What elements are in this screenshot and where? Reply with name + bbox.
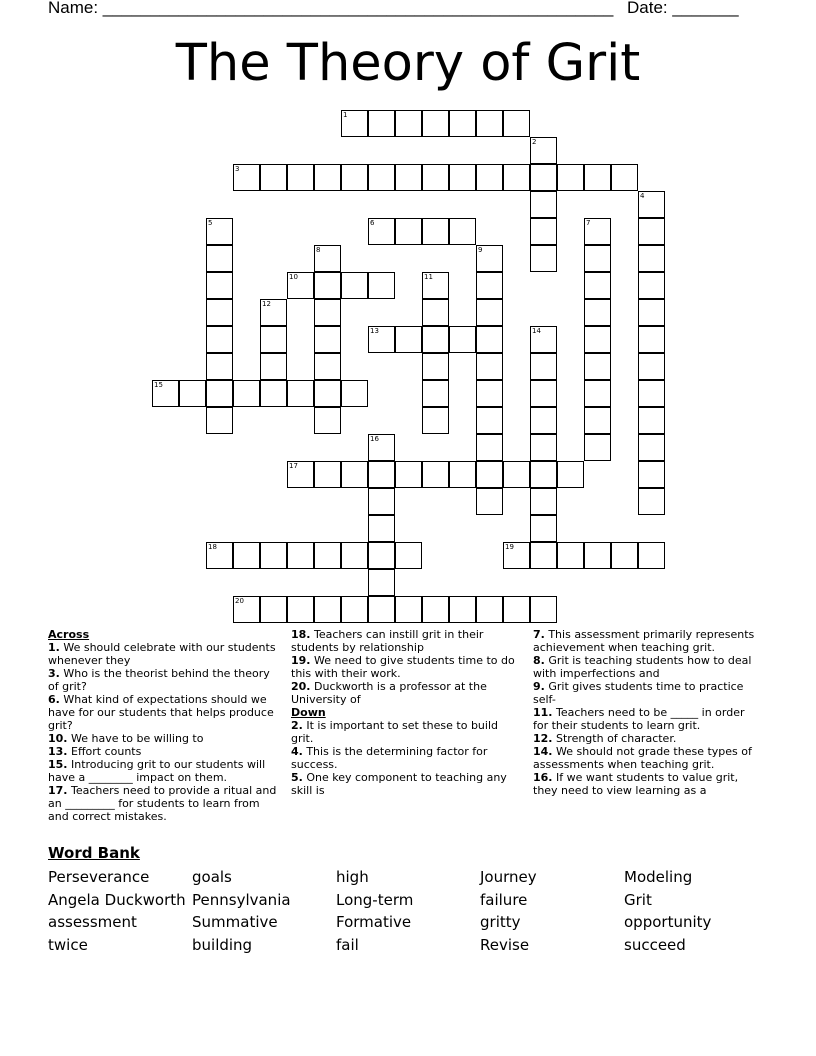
crossword-cell[interactable] <box>476 596 503 623</box>
clues-column-1 <box>48 628 280 823</box>
crossword-cell[interactable] <box>206 353 233 380</box>
crossword-cell[interactable] <box>341 164 368 191</box>
clue-text: Teachers can instill grit in their students by relationship <box>291 628 484 654</box>
crossword-cell[interactable] <box>395 326 422 353</box>
clue-number: 8 <box>316 246 321 254</box>
crossword-cell[interactable] <box>557 164 584 191</box>
clue-number: 11 <box>424 273 433 281</box>
clue-number: 4 <box>640 192 645 200</box>
crossword-cell[interactable] <box>530 380 557 407</box>
crossword-cell[interactable] <box>638 299 665 326</box>
clue-text: We need to give students time to do this with their work. <box>291 654 515 680</box>
crossword-cell[interactable] <box>341 461 368 488</box>
clues-column-2 <box>291 628 516 797</box>
crossword-cell[interactable] <box>395 110 422 137</box>
crossword-cell[interactable] <box>638 245 665 272</box>
word-bank-heading: Word Bank <box>48 844 140 862</box>
crossword-cell[interactable] <box>395 461 422 488</box>
clue-item <box>533 745 763 771</box>
word-bank-word: Revise <box>480 936 530 955</box>
crossword-cell[interactable] <box>179 380 206 407</box>
crossword-cell[interactable] <box>584 434 611 461</box>
crossword-cell[interactable] <box>422 461 449 488</box>
clue-text: If we want students to value grit, they need to view learning as a <box>533 771 739 797</box>
clue-text: This is the determining factor for success. <box>291 745 488 771</box>
crossword-cell[interactable] <box>368 164 395 191</box>
clue-item <box>291 628 516 654</box>
clue-text: Teachers need to provide a ritual and an _________ for students to learn from and correct mistakes. <box>48 784 277 823</box>
clue-item <box>533 706 763 732</box>
crossword-cell[interactable] <box>476 434 503 461</box>
crossword-cell[interactable] <box>638 407 665 434</box>
clue-item <box>533 680 763 706</box>
crossword-cell[interactable] <box>638 434 665 461</box>
crossword-cell[interactable] <box>638 542 665 569</box>
crossword-cell[interactable] <box>260 164 287 191</box>
word-bank-word: succeed <box>624 936 686 955</box>
clue-number-label: 8. <box>533 654 545 667</box>
clue-item <box>291 654 516 680</box>
clue-number-label: 3. <box>48 667 60 680</box>
clue-number-label: 5. <box>291 771 303 784</box>
crossword-cell[interactable] <box>476 110 503 137</box>
crossword-cell[interactable] <box>584 353 611 380</box>
clue-text: One key component to teaching any skill is <box>291 771 507 797</box>
crossword-cell[interactable] <box>530 245 557 272</box>
crossword-cell[interactable] <box>368 596 395 623</box>
clue-number: 16 <box>370 435 379 443</box>
crossword-cell[interactable] <box>476 272 503 299</box>
crossword-cell[interactable] <box>557 542 584 569</box>
clue-text: Effort counts <box>67 745 142 758</box>
word-bank-word: Modeling <box>624 868 693 886</box>
clue-text: It is important to set these to build grit. <box>291 719 499 745</box>
crossword-cell[interactable] <box>206 326 233 353</box>
clue-number-label: 12. <box>533 732 553 745</box>
clue-number-label: 11. <box>533 706 553 719</box>
crossword-cell[interactable] <box>422 407 449 434</box>
crossword-cell[interactable] <box>206 245 233 272</box>
crossword-cell[interactable] <box>638 380 665 407</box>
crossword-cell[interactable] <box>530 434 557 461</box>
clue-number-label: 16. <box>533 771 553 784</box>
crossword-cell[interactable] <box>314 272 341 299</box>
crossword-cell[interactable] <box>395 164 422 191</box>
clue-item <box>291 680 516 706</box>
crossword-cell[interactable] <box>314 596 341 623</box>
clue-number: 17 <box>289 462 298 470</box>
clue-item <box>533 654 763 680</box>
clue-text: Who is the theorist behind the theory of grit? <box>48 667 270 693</box>
clue-number: 18 <box>208 543 217 551</box>
crossword-cell[interactable] <box>638 353 665 380</box>
crossword-cell[interactable] <box>260 380 287 407</box>
crossword-cell[interactable] <box>368 515 395 542</box>
clue-number: 5 <box>208 219 213 227</box>
word-bank-word: Formative <box>336 913 412 932</box>
crossword-cell[interactable] <box>260 542 287 569</box>
crossword-cell[interactable] <box>422 110 449 137</box>
crossword-cell[interactable] <box>530 191 557 218</box>
crossword-cell[interactable] <box>638 488 665 515</box>
crossword-cell[interactable] <box>314 326 341 353</box>
crossword-cell[interactable] <box>368 569 395 596</box>
crossword-cell[interactable] <box>449 110 476 137</box>
clue-number-label: 13. <box>48 745 68 758</box>
word-bank-word: Pennsylvania <box>192 890 291 909</box>
clue-number: 10 <box>289 273 298 281</box>
crossword-cell[interactable] <box>584 380 611 407</box>
crossword-cell[interactable] <box>314 380 341 407</box>
crossword-cell[interactable] <box>368 461 395 488</box>
clue-number: 15 <box>154 381 163 389</box>
crossword-cell[interactable] <box>233 380 260 407</box>
crossword-cell[interactable] <box>449 218 476 245</box>
crossword-cell[interactable] <box>476 353 503 380</box>
word-bank-word: building <box>192 936 253 955</box>
crossword-cell[interactable] <box>530 164 557 191</box>
crossword-cell[interactable] <box>503 164 530 191</box>
crossword-cell[interactable] <box>368 272 395 299</box>
crossword-cell[interactable] <box>530 542 557 569</box>
word-bank-word: goals <box>192 868 232 886</box>
crossword-cell[interactable] <box>584 164 611 191</box>
crossword-cell[interactable] <box>368 488 395 515</box>
clue-number-label: 4. <box>291 745 303 758</box>
crossword-cell[interactable] <box>206 272 233 299</box>
clue-number-label: 9. <box>533 680 545 693</box>
crossword-cell[interactable] <box>476 299 503 326</box>
clue-number-label: 15. <box>48 758 68 771</box>
clue-number-label: 2. <box>291 719 303 732</box>
clue-number: 14 <box>532 327 541 335</box>
crossword-cell[interactable] <box>260 353 287 380</box>
clue-number: 1 <box>343 111 348 119</box>
crossword-cell[interactable] <box>557 461 584 488</box>
clue-number: 19 <box>505 543 514 551</box>
crossword-cell[interactable] <box>206 299 233 326</box>
crossword-cell[interactable] <box>611 164 638 191</box>
word-bank-word: high <box>336 868 369 886</box>
clue-text: Strength of character. <box>552 732 677 745</box>
clue-item <box>533 771 763 797</box>
crossword-cell[interactable] <box>584 326 611 353</box>
crossword-cell[interactable] <box>206 380 233 407</box>
word-bank-word: gritty <box>480 913 521 932</box>
crossword-cell[interactable] <box>422 353 449 380</box>
crossword-cell[interactable] <box>611 542 638 569</box>
crossword-cell[interactable] <box>260 596 287 623</box>
clue-number: 3 <box>235 165 240 173</box>
word-bank <box>48 866 768 957</box>
name-field-label[interactable]: Name: ______________________________________________________ <box>48 0 614 17</box>
clue-number: 13 <box>370 327 379 335</box>
clue-number-label: 18. <box>291 628 311 641</box>
clue-number-label: 19. <box>291 654 311 667</box>
crossword-cell[interactable] <box>314 164 341 191</box>
word-bank-word: twice <box>48 936 88 955</box>
clue-item <box>291 719 516 745</box>
crossword-cell[interactable] <box>395 542 422 569</box>
clue-number: 20 <box>235 597 244 605</box>
clue-item <box>48 745 280 758</box>
crossword-cell[interactable] <box>449 326 476 353</box>
crossword-cell[interactable] <box>476 407 503 434</box>
clue-item <box>533 628 763 654</box>
word-bank-row <box>48 911 768 934</box>
crossword-cell[interactable] <box>368 110 395 137</box>
crossword-cell[interactable] <box>233 542 260 569</box>
clue-item <box>48 784 280 823</box>
crossword-cell[interactable] <box>503 461 530 488</box>
word-bank-word: Summative <box>192 913 278 932</box>
crossword-cell[interactable] <box>638 461 665 488</box>
crossword-cell[interactable] <box>341 272 368 299</box>
page-title: The Theory of Grit <box>175 34 641 93</box>
crossword-cell[interactable] <box>422 380 449 407</box>
crossword-cell[interactable] <box>530 407 557 434</box>
clue-item <box>48 732 280 745</box>
clue-text: Grit gives students time to practice self- <box>533 680 744 706</box>
clue-text: Grit is teaching students how to deal with imperfections and <box>533 654 752 680</box>
word-bank-row <box>48 934 768 957</box>
clue-number: 6 <box>370 219 375 227</box>
crossword-cell[interactable] <box>287 596 314 623</box>
word-bank-word: Angela Duckworth <box>48 890 186 909</box>
down-heading: Down <box>291 706 326 719</box>
crossword-cell[interactable] <box>287 164 314 191</box>
clue-text: What kind of expectations should we have for our students that helps produce grit? <box>48 693 274 732</box>
crossword-cell[interactable] <box>422 164 449 191</box>
clue-number-label: 20. <box>291 680 311 693</box>
crossword-cell[interactable] <box>638 218 665 245</box>
crossword-cell[interactable] <box>476 488 503 515</box>
crossword-cell[interactable] <box>638 326 665 353</box>
crossword-cell[interactable] <box>314 353 341 380</box>
clue-number: 2 <box>532 138 537 146</box>
crossword-cell[interactable] <box>422 299 449 326</box>
clue-item <box>291 745 516 771</box>
clue-item <box>48 667 280 693</box>
crossword-cell[interactable] <box>422 596 449 623</box>
crossword-cell[interactable] <box>530 488 557 515</box>
crossword-cell[interactable] <box>530 596 557 623</box>
crossword-cell[interactable] <box>449 164 476 191</box>
crossword-cell[interactable] <box>314 542 341 569</box>
crossword-cell[interactable] <box>449 596 476 623</box>
across-heading: Across <box>48 628 90 641</box>
word-bank-word: failure <box>480 890 528 909</box>
clue-number-label: 10. <box>48 732 68 745</box>
crossword-cell[interactable] <box>341 542 368 569</box>
crossword-cell[interactable] <box>584 245 611 272</box>
crossword-cell[interactable] <box>341 380 368 407</box>
word-bank-word: Journey <box>480 868 537 886</box>
crossword-cell[interactable] <box>476 461 503 488</box>
clue-item <box>533 732 763 745</box>
crossword-cell[interactable] <box>584 299 611 326</box>
word-bank-row <box>48 889 768 912</box>
crossword-cell[interactable] <box>530 515 557 542</box>
crossword-cell[interactable] <box>584 407 611 434</box>
crossword-cell[interactable] <box>206 407 233 434</box>
crossword-cell[interactable] <box>314 299 341 326</box>
crossword-cell[interactable] <box>395 218 422 245</box>
clue-item <box>48 693 280 732</box>
crossword-cell[interactable] <box>422 326 449 353</box>
clue-item <box>291 771 516 797</box>
crossword-cell[interactable] <box>476 164 503 191</box>
clue-number-label: 7. <box>533 628 545 641</box>
crossword-cell[interactable] <box>584 542 611 569</box>
word-bank-row <box>48 866 768 889</box>
crossword-cell[interactable] <box>287 380 314 407</box>
crossword-cell[interactable] <box>449 461 476 488</box>
crossword-cell[interactable] <box>530 353 557 380</box>
crossword-cell[interactable] <box>584 272 611 299</box>
clue-number: 9 <box>478 246 483 254</box>
crossword-cell[interactable] <box>368 542 395 569</box>
clue-text: We have to be willing to <box>67 732 204 745</box>
word-bank-word: opportunity <box>624 913 712 932</box>
crossword-cell[interactable] <box>530 218 557 245</box>
clue-text: Duckworth is a professor at the University of <box>291 680 487 706</box>
word-bank-word: Perseverance <box>48 868 150 886</box>
crossword-cell[interactable] <box>476 326 503 353</box>
word-bank-word: Grit <box>624 890 652 909</box>
crossword-cell[interactable] <box>260 326 287 353</box>
crossword-cell[interactable] <box>503 110 530 137</box>
crossword-cell[interactable] <box>422 218 449 245</box>
clue-text: Teachers need to be _____ in order for their students to learn grit. <box>533 706 745 732</box>
clue-text: We should not grade these types of assessments when teaching grit. <box>533 745 752 771</box>
crossword-cell[interactable] <box>314 461 341 488</box>
clue-text: Introducing grit to our students will have a ________ impact on them. <box>48 758 266 784</box>
clue-number-label: 14. <box>533 745 553 758</box>
crossword-cell[interactable] <box>638 272 665 299</box>
word-bank-word: Long-term <box>336 890 414 909</box>
clue-number: 12 <box>262 300 271 308</box>
crossword-cell[interactable] <box>341 596 368 623</box>
clue-number-label: 1. <box>48 641 60 654</box>
date-field-label[interactable]: Date: _______ <box>627 0 739 17</box>
word-bank-word: assessment <box>48 913 137 932</box>
clue-text: We should celebrate with our students whenever they <box>48 641 276 667</box>
clue-number-label: 6. <box>48 693 60 706</box>
clue-item <box>48 758 280 784</box>
crossword-cell[interactable] <box>503 596 530 623</box>
clue-text: This assessment primarily represents achievement when teaching grit. <box>533 628 755 654</box>
clue-number: 7 <box>586 219 591 227</box>
crossword-cell[interactable] <box>395 596 422 623</box>
crossword-cell[interactable] <box>314 407 341 434</box>
clue-number-label: 17. <box>48 784 68 797</box>
clue-item <box>48 641 280 667</box>
clues-column-3 <box>533 628 763 797</box>
word-bank-word: fail <box>336 936 359 955</box>
crossword-cell[interactable] <box>476 380 503 407</box>
crossword-cell[interactable] <box>530 461 557 488</box>
crossword-cell[interactable] <box>287 542 314 569</box>
